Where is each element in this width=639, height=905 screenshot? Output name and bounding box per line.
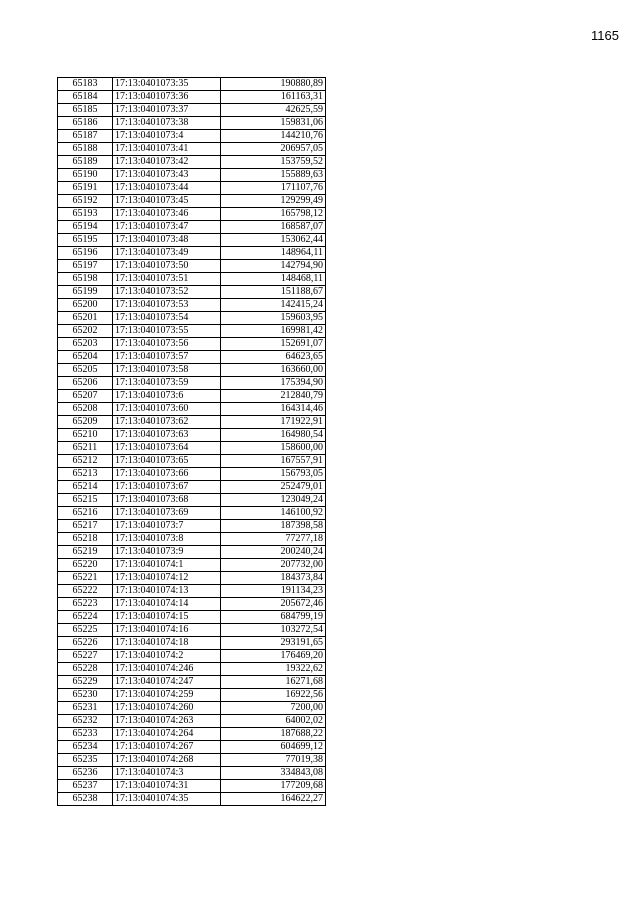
cadastral-number-cell: 17:13:0401073:60 bbox=[113, 403, 221, 416]
cadastral-number-cell: 17:13:0401073:35 bbox=[113, 78, 221, 91]
table-row bbox=[58, 741, 326, 754]
table-row bbox=[58, 663, 326, 676]
cadastral-number-cell: 17:13:0401073:57 bbox=[113, 351, 221, 364]
row-number-cell: 65208 bbox=[58, 403, 113, 416]
table-row bbox=[58, 403, 326, 416]
cadastral-value-cell: 604699,12 bbox=[221, 741, 326, 754]
table-row bbox=[58, 481, 326, 494]
table-row bbox=[58, 351, 326, 364]
cadastral-number-cell: 17:13:0401073:44 bbox=[113, 182, 221, 195]
cadastral-number-cell: 17:13:0401073:58 bbox=[113, 364, 221, 377]
cadastral-number-cell: 17:13:0401074:35 bbox=[113, 793, 221, 806]
cadastral-number-cell: 17:13:0401073:8 bbox=[113, 533, 221, 546]
row-number-cell: 65203 bbox=[58, 338, 113, 351]
row-number-cell: 65210 bbox=[58, 429, 113, 442]
cadastral-value-cell: 190880,89 bbox=[221, 78, 326, 91]
table-row bbox=[58, 598, 326, 611]
cadastral-value-cell: 169981,42 bbox=[221, 325, 326, 338]
row-number-cell: 65229 bbox=[58, 676, 113, 689]
table-row bbox=[58, 169, 326, 182]
table-body bbox=[58, 78, 326, 806]
cadastral-number-cell: 17:13:0401073:59 bbox=[113, 377, 221, 390]
row-number-cell: 65188 bbox=[58, 143, 113, 156]
row-number-cell: 65215 bbox=[58, 494, 113, 507]
cadastral-value-cell: 167557,91 bbox=[221, 455, 326, 468]
table-row bbox=[58, 533, 326, 546]
row-number-cell: 65228 bbox=[58, 663, 113, 676]
table-row bbox=[58, 676, 326, 689]
table-row bbox=[58, 520, 326, 533]
table-row bbox=[58, 208, 326, 221]
table-row bbox=[58, 247, 326, 260]
table-row bbox=[58, 650, 326, 663]
table-row bbox=[58, 429, 326, 442]
cadastral-value-cell: 151188,67 bbox=[221, 286, 326, 299]
row-number-cell: 65197 bbox=[58, 260, 113, 273]
row-number-cell: 65219 bbox=[58, 546, 113, 559]
cadastral-number-cell: 17:13:0401074:31 bbox=[113, 780, 221, 793]
cadastral-value-cell: 152691,07 bbox=[221, 338, 326, 351]
cadastral-value-cell: 171107,76 bbox=[221, 182, 326, 195]
cadastral-value-cell: 159603,95 bbox=[221, 312, 326, 325]
cadastral-value-cell: 175394,90 bbox=[221, 377, 326, 390]
row-number-cell: 65185 bbox=[58, 104, 113, 117]
table-row bbox=[58, 117, 326, 130]
row-number-cell: 65216 bbox=[58, 507, 113, 520]
row-number-cell: 65233 bbox=[58, 728, 113, 741]
row-number-cell: 65191 bbox=[58, 182, 113, 195]
cadastral-number-cell: 17:13:0401073:55 bbox=[113, 325, 221, 338]
cadastral-number-cell: 17:13:0401073:43 bbox=[113, 169, 221, 182]
table-row bbox=[58, 221, 326, 234]
row-number-cell: 65207 bbox=[58, 390, 113, 403]
cadastral-number-cell: 17:13:0401074:259 bbox=[113, 689, 221, 702]
cadastral-number-cell: 17:13:0401073:66 bbox=[113, 468, 221, 481]
row-number-cell: 65235 bbox=[58, 754, 113, 767]
cadastral-value-cell: 191134,23 bbox=[221, 585, 326, 598]
row-number-cell: 65183 bbox=[58, 78, 113, 91]
cadastral-number-cell: 17:13:0401073:65 bbox=[113, 455, 221, 468]
cadastral-value-cell: 153062,44 bbox=[221, 234, 326, 247]
table-row bbox=[58, 91, 326, 104]
cadastral-number-cell: 17:13:0401074:1 bbox=[113, 559, 221, 572]
row-number-cell: 65206 bbox=[58, 377, 113, 390]
cadastral-value-cell: 206957,05 bbox=[221, 143, 326, 156]
cadastral-number-cell: 17:13:0401074:14 bbox=[113, 598, 221, 611]
cadastral-number-cell: 17:13:0401073:49 bbox=[113, 247, 221, 260]
table-row bbox=[58, 702, 326, 715]
table-row bbox=[58, 338, 326, 351]
cadastral-number-cell: 17:13:0401073:64 bbox=[113, 442, 221, 455]
cadastral-value-cell: 156793,05 bbox=[221, 468, 326, 481]
cadastral-number-cell: 17:13:0401073:56 bbox=[113, 338, 221, 351]
row-number-cell: 65226 bbox=[58, 637, 113, 650]
cadastral-value-cell: 177209,68 bbox=[221, 780, 326, 793]
cadastral-number-cell: 17:13:0401073:36 bbox=[113, 91, 221, 104]
row-number-cell: 65232 bbox=[58, 715, 113, 728]
cadastral-value-cell: 187688,22 bbox=[221, 728, 326, 741]
table-row bbox=[58, 299, 326, 312]
table-row bbox=[58, 546, 326, 559]
table-row bbox=[58, 234, 326, 247]
table-row bbox=[58, 507, 326, 520]
cadastral-value-cell: 64623,65 bbox=[221, 351, 326, 364]
table-row bbox=[58, 624, 326, 637]
cadastral-number-cell: 17:13:0401073:68 bbox=[113, 494, 221, 507]
row-number-cell: 65195 bbox=[58, 234, 113, 247]
cadastral-value-cell: 164622,27 bbox=[221, 793, 326, 806]
row-number-cell: 65217 bbox=[58, 520, 113, 533]
cadastral-value-cell: 103272,54 bbox=[221, 624, 326, 637]
cadastral-value-cell: 163660,00 bbox=[221, 364, 326, 377]
cadastral-number-cell: 17:13:0401073:63 bbox=[113, 429, 221, 442]
row-number-cell: 65193 bbox=[58, 208, 113, 221]
row-number-cell: 65199 bbox=[58, 286, 113, 299]
table-row bbox=[58, 143, 326, 156]
table-row bbox=[58, 130, 326, 143]
cadastral-number-cell: 17:13:0401073:4 bbox=[113, 130, 221, 143]
row-number-cell: 65186 bbox=[58, 117, 113, 130]
row-number-cell: 65238 bbox=[58, 793, 113, 806]
cadastral-number-cell: 17:13:0401074:15 bbox=[113, 611, 221, 624]
row-number-cell: 65187 bbox=[58, 130, 113, 143]
table-row bbox=[58, 793, 326, 806]
cadastral-number-cell: 17:13:0401073:45 bbox=[113, 195, 221, 208]
cadastral-value-cell: 77277,18 bbox=[221, 533, 326, 546]
cadastral-value-cell: 64002,02 bbox=[221, 715, 326, 728]
cadastral-number-cell: 17:13:0401073:51 bbox=[113, 273, 221, 286]
cadastral-number-cell: 17:13:0401073:53 bbox=[113, 299, 221, 312]
table-row bbox=[58, 494, 326, 507]
cadastral-value-cell: 142794,90 bbox=[221, 260, 326, 273]
table-row bbox=[58, 754, 326, 767]
cadastral-value-table bbox=[57, 77, 326, 806]
cadastral-value-cell: 42625,59 bbox=[221, 104, 326, 117]
cadastral-number-cell: 17:13:0401073:62 bbox=[113, 416, 221, 429]
row-number-cell: 65231 bbox=[58, 702, 113, 715]
table-row bbox=[58, 728, 326, 741]
cadastral-number-cell: 17:13:0401073:52 bbox=[113, 286, 221, 299]
row-number-cell: 65212 bbox=[58, 455, 113, 468]
cadastral-number-cell: 17:13:0401073:42 bbox=[113, 156, 221, 169]
table-row bbox=[58, 78, 326, 91]
row-number-cell: 65211 bbox=[58, 442, 113, 455]
cadastral-number-cell: 17:13:0401074:260 bbox=[113, 702, 221, 715]
cadastral-value-cell: 19322,62 bbox=[221, 663, 326, 676]
cadastral-number-cell: 17:13:0401073:67 bbox=[113, 481, 221, 494]
cadastral-number-cell: 17:13:0401073:69 bbox=[113, 507, 221, 520]
cadastral-value-cell: 16922,56 bbox=[221, 689, 326, 702]
row-number-cell: 65222 bbox=[58, 585, 113, 598]
table-row bbox=[58, 364, 326, 377]
table-row bbox=[58, 260, 326, 273]
row-number-cell: 65230 bbox=[58, 689, 113, 702]
row-number-cell: 65202 bbox=[58, 325, 113, 338]
table-row bbox=[58, 312, 326, 325]
cadastral-value-cell: 129299,49 bbox=[221, 195, 326, 208]
cadastral-value-cell: 148468,11 bbox=[221, 273, 326, 286]
row-number-cell: 65184 bbox=[58, 91, 113, 104]
cadastral-number-cell: 17:13:0401074:3 bbox=[113, 767, 221, 780]
row-number-cell: 65223 bbox=[58, 598, 113, 611]
table-row bbox=[58, 195, 326, 208]
cadastral-number-cell: 17:13:0401073:6 bbox=[113, 390, 221, 403]
table-row bbox=[58, 442, 326, 455]
cadastral-number-cell: 17:13:0401074:247 bbox=[113, 676, 221, 689]
cadastral-number-cell: 17:13:0401074:16 bbox=[113, 624, 221, 637]
table-row bbox=[58, 585, 326, 598]
cadastral-value-cell: 161163,31 bbox=[221, 91, 326, 104]
cadastral-number-cell: 17:13:0401074:268 bbox=[113, 754, 221, 767]
cadastral-number-cell: 17:13:0401073:7 bbox=[113, 520, 221, 533]
cadastral-number-cell: 17:13:0401074:13 bbox=[113, 585, 221, 598]
row-number-cell: 65221 bbox=[58, 572, 113, 585]
cadastral-value-cell: 212840,79 bbox=[221, 390, 326, 403]
cadastral-value-cell: 293191,65 bbox=[221, 637, 326, 650]
cadastral-value-cell: 171922,91 bbox=[221, 416, 326, 429]
cadastral-number-cell: 17:13:0401074:267 bbox=[113, 741, 221, 754]
cadastral-value-cell: 16271,68 bbox=[221, 676, 326, 689]
row-number-cell: 65194 bbox=[58, 221, 113, 234]
cadastral-number-cell: 17:13:0401073:54 bbox=[113, 312, 221, 325]
cadastral-value-cell: 77019,38 bbox=[221, 754, 326, 767]
table-row bbox=[58, 780, 326, 793]
cadastral-value-cell: 155889,63 bbox=[221, 169, 326, 182]
table-row bbox=[58, 286, 326, 299]
row-number-cell: 65209 bbox=[58, 416, 113, 429]
row-number-cell: 65225 bbox=[58, 624, 113, 637]
row-number-cell: 65196 bbox=[58, 247, 113, 260]
cadastral-value-cell: 184373,84 bbox=[221, 572, 326, 585]
cadastral-number-cell: 17:13:0401074:12 bbox=[113, 572, 221, 585]
row-number-cell: 65204 bbox=[58, 351, 113, 364]
cadastral-value-cell: 144210,76 bbox=[221, 130, 326, 143]
cadastral-number-cell: 17:13:0401074:263 bbox=[113, 715, 221, 728]
table-row bbox=[58, 689, 326, 702]
cadastral-value-cell: 164314,46 bbox=[221, 403, 326, 416]
row-number-cell: 65205 bbox=[58, 364, 113, 377]
cadastral-value-cell: 168587,07 bbox=[221, 221, 326, 234]
row-number-cell: 65224 bbox=[58, 611, 113, 624]
cadastral-number-cell: 17:13:0401073:48 bbox=[113, 234, 221, 247]
table-row bbox=[58, 273, 326, 286]
cadastral-number-cell: 17:13:0401073:9 bbox=[113, 546, 221, 559]
cadastral-value-cell: 164980,54 bbox=[221, 429, 326, 442]
cadastral-number-cell: 17:13:0401074:246 bbox=[113, 663, 221, 676]
row-number-cell: 65213 bbox=[58, 468, 113, 481]
row-number-cell: 65218 bbox=[58, 533, 113, 546]
table-row bbox=[58, 182, 326, 195]
cadastral-value-cell: 334843,08 bbox=[221, 767, 326, 780]
cadastral-value-cell: 187398,58 bbox=[221, 520, 326, 533]
table-row bbox=[58, 559, 326, 572]
cadastral-value-cell: 148964,11 bbox=[221, 247, 326, 260]
cadastral-value-cell: 142415,24 bbox=[221, 299, 326, 312]
row-number-cell: 65234 bbox=[58, 741, 113, 754]
table-row bbox=[58, 104, 326, 117]
cadastral-number-cell: 17:13:0401073:41 bbox=[113, 143, 221, 156]
table-row bbox=[58, 611, 326, 624]
row-number-cell: 65200 bbox=[58, 299, 113, 312]
row-number-cell: 65214 bbox=[58, 481, 113, 494]
cadastral-number-cell: 17:13:0401073:50 bbox=[113, 260, 221, 273]
cadastral-value-cell: 7200,00 bbox=[221, 702, 326, 715]
cadastral-value-cell: 146100,92 bbox=[221, 507, 326, 520]
cadastral-value-cell: 252479,01 bbox=[221, 481, 326, 494]
table-row bbox=[58, 572, 326, 585]
row-number-cell: 65220 bbox=[58, 559, 113, 572]
cadastral-value-cell: 205672,46 bbox=[221, 598, 326, 611]
cadastral-number-cell: 17:13:0401074:2 bbox=[113, 650, 221, 663]
cadastral-value-cell: 123049,24 bbox=[221, 494, 326, 507]
table-row bbox=[58, 377, 326, 390]
row-number-cell: 65190 bbox=[58, 169, 113, 182]
cadastral-value-cell: 176469,20 bbox=[221, 650, 326, 663]
page-number: 1165 bbox=[591, 28, 619, 43]
cadastral-value-cell: 158600,00 bbox=[221, 442, 326, 455]
cadastral-value-cell: 165798,12 bbox=[221, 208, 326, 221]
row-number-cell: 65227 bbox=[58, 650, 113, 663]
cadastral-value-cell: 684799,19 bbox=[221, 611, 326, 624]
table-row bbox=[58, 715, 326, 728]
table-row bbox=[58, 416, 326, 429]
cadastral-number-cell: 17:13:0401073:37 bbox=[113, 104, 221, 117]
row-number-cell: 65192 bbox=[58, 195, 113, 208]
table-row bbox=[58, 767, 326, 780]
cadastral-number-cell: 17:13:0401074:264 bbox=[113, 728, 221, 741]
cadastral-number-cell: 17:13:0401074:18 bbox=[113, 637, 221, 650]
row-number-cell: 65236 bbox=[58, 767, 113, 780]
table-row bbox=[58, 390, 326, 403]
table-row bbox=[58, 468, 326, 481]
row-number-cell: 65189 bbox=[58, 156, 113, 169]
table-row bbox=[58, 637, 326, 650]
cadastral-value-cell: 200240,24 bbox=[221, 546, 326, 559]
cadastral-number-cell: 17:13:0401073:46 bbox=[113, 208, 221, 221]
row-number-cell: 65201 bbox=[58, 312, 113, 325]
row-number-cell: 65237 bbox=[58, 780, 113, 793]
table-row bbox=[58, 455, 326, 468]
cadastral-value-cell: 159831,06 bbox=[221, 117, 326, 130]
table-row bbox=[58, 156, 326, 169]
cadastral-value-cell: 207732,00 bbox=[221, 559, 326, 572]
cadastral-number-cell: 17:13:0401073:38 bbox=[113, 117, 221, 130]
cadastral-value-cell: 153759,52 bbox=[221, 156, 326, 169]
table-row bbox=[58, 325, 326, 338]
cadastral-number-cell: 17:13:0401073:47 bbox=[113, 221, 221, 234]
row-number-cell: 65198 bbox=[58, 273, 113, 286]
